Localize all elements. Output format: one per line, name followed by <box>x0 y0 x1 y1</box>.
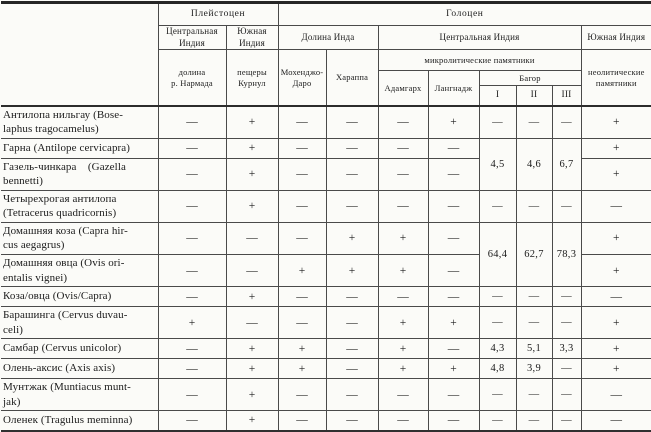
presence-value-cell: — <box>326 158 378 190</box>
bagor-value-cell: — <box>552 411 581 431</box>
species-name-cell: Олень-аксис (Axis axis) <box>1 359 158 379</box>
species-name-cell: Оленек (Tragulus meminna) <box>1 411 158 431</box>
bagor-value-cell: — <box>516 106 552 139</box>
presence-value-cell: + <box>226 106 278 139</box>
table-row <box>1 307 651 339</box>
col-header-pleist-south-india: Южная Индия <box>226 26 278 50</box>
species-name-cell: Газель-чинкара (Gazella bennetti) <box>1 158 158 190</box>
presence-value-cell: — <box>378 411 428 431</box>
col-header-adamgarh: Адамгарх <box>378 71 428 106</box>
table-header <box>1 3 651 106</box>
bagor-value-cell: — <box>479 106 516 139</box>
bagor-value-cell: — <box>479 307 516 339</box>
presence-value-cell: — <box>158 138 226 158</box>
presence-value-cell: — <box>278 307 326 339</box>
presence-value-cell: + <box>378 359 428 379</box>
bagor-value-cell: 78,3 <box>552 222 581 286</box>
presence-value-cell: — <box>326 359 378 379</box>
south-india-value-cell: + <box>581 158 651 190</box>
south-india-value-cell: — <box>581 190 651 222</box>
species-name-cell: Гарна (Antilope cervicapra) <box>1 138 158 158</box>
presence-value-cell: — <box>428 255 479 287</box>
presence-value-cell: — <box>378 287 428 307</box>
presence-value-cell: — <box>278 379 326 411</box>
presence-value-cell: + <box>378 222 428 254</box>
table-row <box>1 190 651 222</box>
presence-value-cell: — <box>378 158 428 190</box>
presence-value-cell: — <box>378 190 428 222</box>
table-row <box>1 106 651 139</box>
col-header-mohenjo-daro: Мохенджо- Даро <box>278 50 326 106</box>
presence-value-cell: — <box>278 158 326 190</box>
bagor-value-cell: 3,9 <box>516 359 552 379</box>
col-header-hol-south-india: Южная Индия <box>581 26 651 50</box>
bagor-value-cell: — <box>552 379 581 411</box>
presence-value-cell: — <box>158 359 226 379</box>
presence-value-cell: + <box>278 339 326 359</box>
presence-value-cell: + <box>378 255 428 287</box>
bagor-value-cell: — <box>516 287 552 307</box>
presence-value-cell: + <box>226 411 278 431</box>
presence-value-cell: — <box>378 138 428 158</box>
presence-value-cell: — <box>226 222 278 254</box>
presence-value-cell: — <box>378 379 428 411</box>
presence-value-cell: + <box>278 359 326 379</box>
col-header-indus-valley: Долина Инда <box>278 26 378 50</box>
presence-value-cell: — <box>326 379 378 411</box>
bagor-value-cell: 62,7 <box>516 222 552 286</box>
south-india-value-cell: + <box>581 307 651 339</box>
table-row <box>1 222 651 254</box>
species-name-cell: Барашинга (Cervus duvau- celi) <box>1 307 158 339</box>
south-india-value-cell: + <box>581 222 651 254</box>
bagor-value-cell: 64,4 <box>479 222 516 286</box>
south-india-value-cell: — <box>581 411 651 431</box>
col-header-holocene: Голоцен <box>278 3 651 26</box>
table-row <box>1 339 651 359</box>
presence-value-cell: + <box>226 339 278 359</box>
presence-value-cell: — <box>158 222 226 254</box>
presence-value-cell: + <box>226 359 278 379</box>
table-row <box>1 287 651 307</box>
presence-value-cell: — <box>226 255 278 287</box>
presence-value-cell: — <box>326 190 378 222</box>
presence-value-cell: — <box>326 411 378 431</box>
col-header-pleistocene: Плейстоцен <box>158 3 278 26</box>
presence-value-cell: + <box>226 158 278 190</box>
presence-value-cell: — <box>278 222 326 254</box>
bagor-value-cell: 3,3 <box>552 339 581 359</box>
col-header-bagor-2: II <box>516 86 552 106</box>
presence-value-cell: + <box>378 307 428 339</box>
presence-value-cell: + <box>428 359 479 379</box>
presence-value-cell: — <box>326 339 378 359</box>
presence-value-cell: + <box>226 138 278 158</box>
south-india-value-cell: + <box>581 106 651 139</box>
presence-value-cell: — <box>428 222 479 254</box>
presence-value-cell: — <box>428 379 479 411</box>
presence-value-cell: — <box>378 106 428 139</box>
bagor-value-cell: — <box>516 190 552 222</box>
presence-value-cell: + <box>378 339 428 359</box>
south-india-value-cell: — <box>581 379 651 411</box>
presence-value-cell: — <box>278 106 326 139</box>
presence-value-cell: — <box>158 287 226 307</box>
bagor-value-cell: 4,8 <box>479 359 516 379</box>
presence-value-cell: + <box>226 287 278 307</box>
presence-value-cell: — <box>158 255 226 287</box>
south-india-value-cell: + <box>581 255 651 287</box>
bagor-value-cell: 4,5 <box>479 138 516 190</box>
bagor-value-cell: — <box>479 411 516 431</box>
bagor-value-cell: — <box>552 307 581 339</box>
south-india-value-cell: + <box>581 339 651 359</box>
species-column-header <box>1 3 158 106</box>
species-name-cell: Мунтжак (Muntiacus munt- jak) <box>1 379 158 411</box>
species-name-cell: Домашняя коза (Capra hir- cus aegagrus) <box>1 222 158 254</box>
species-name-cell: Домашняя овца (Ovis ori- entalis vignei) <box>1 255 158 287</box>
presence-value-cell: — <box>278 411 326 431</box>
presence-value-cell: — <box>158 106 226 139</box>
col-header-bagor-1: I <box>479 86 516 106</box>
bagor-value-cell: — <box>516 411 552 431</box>
presence-value-cell: + <box>226 190 278 222</box>
presence-value-cell: + <box>278 255 326 287</box>
presence-value-cell: — <box>158 190 226 222</box>
col-header-narmada-valley: долина р. Нармада <box>158 50 226 106</box>
presence-value-cell: + <box>158 307 226 339</box>
presence-value-cell: — <box>428 138 479 158</box>
col-header-bagor: Багор <box>479 71 581 86</box>
bagor-value-cell: — <box>552 190 581 222</box>
presence-value-cell: — <box>158 379 226 411</box>
presence-value-cell: + <box>226 379 278 411</box>
presence-value-cell: + <box>428 106 479 139</box>
bagor-value-cell: — <box>479 379 516 411</box>
bagor-value-cell: 4,3 <box>479 339 516 359</box>
presence-value-cell: — <box>428 339 479 359</box>
fauna-sites-table <box>1 1 651 432</box>
south-india-value-cell: — <box>581 287 651 307</box>
presence-value-cell: — <box>158 158 226 190</box>
col-header-bagor-3: III <box>552 86 581 106</box>
col-header-hol-central-india: Центральная Индия <box>378 26 581 50</box>
presence-value-cell: — <box>278 138 326 158</box>
species-name-cell: Коза/овца (Ovis/Capra) <box>1 287 158 307</box>
presence-value-cell: — <box>326 307 378 339</box>
presence-value-cell: + <box>326 255 378 287</box>
table-row <box>1 379 651 411</box>
bagor-value-cell: — <box>516 379 552 411</box>
presence-value-cell: + <box>428 307 479 339</box>
table-row <box>1 138 651 158</box>
col-header-neolithic-sites: неолитические памятники <box>581 50 651 106</box>
bagor-value-cell: — <box>479 190 516 222</box>
presence-value-cell: — <box>428 190 479 222</box>
presence-value-cell: — <box>326 287 378 307</box>
presence-value-cell: — <box>428 158 479 190</box>
south-india-value-cell: + <box>581 138 651 158</box>
bagor-value-cell: — <box>479 287 516 307</box>
bagor-value-cell: 6,7 <box>552 138 581 190</box>
south-india-value-cell: + <box>581 359 651 379</box>
species-name-cell: Самбар (Cervus unicolor) <box>1 339 158 359</box>
presence-value-cell: — <box>326 138 378 158</box>
species-name-cell: Антилопа нильгау (Bose- laphus tragocamelus) <box>1 106 158 139</box>
bagor-value-cell: — <box>552 106 581 139</box>
presence-value-cell: — <box>158 411 226 431</box>
presence-value-cell: — <box>326 106 378 139</box>
presence-value-cell: — <box>428 287 479 307</box>
bagor-value-cell: — <box>552 359 581 379</box>
species-name-cell: Четырехрогая антилопа (Tetracerus quadricornis) <box>1 190 158 222</box>
presence-value-cell: — <box>278 287 326 307</box>
col-header-kurnool-caves: пещеры Курнул <box>226 50 278 106</box>
col-header-harappa: Хараппа <box>326 50 378 106</box>
bagor-value-cell: — <box>552 287 581 307</box>
table-body <box>1 106 651 431</box>
presence-value-cell: — <box>428 411 479 431</box>
presence-value-cell: — <box>278 190 326 222</box>
bagor-value-cell: 4,6 <box>516 138 552 190</box>
table-row <box>1 411 651 431</box>
col-header-microlithic-sites: микролитические памятники <box>378 50 581 71</box>
col-header-pleist-central-india: Центральная Индия <box>158 26 226 50</box>
col-header-langhnaj: Лангнадж <box>428 71 479 106</box>
bagor-value-cell: 5,1 <box>516 339 552 359</box>
presence-value-cell: — <box>226 307 278 339</box>
presence-value-cell: — <box>158 339 226 359</box>
table-row <box>1 359 651 379</box>
bagor-value-cell: — <box>516 307 552 339</box>
presence-value-cell: + <box>326 222 378 254</box>
